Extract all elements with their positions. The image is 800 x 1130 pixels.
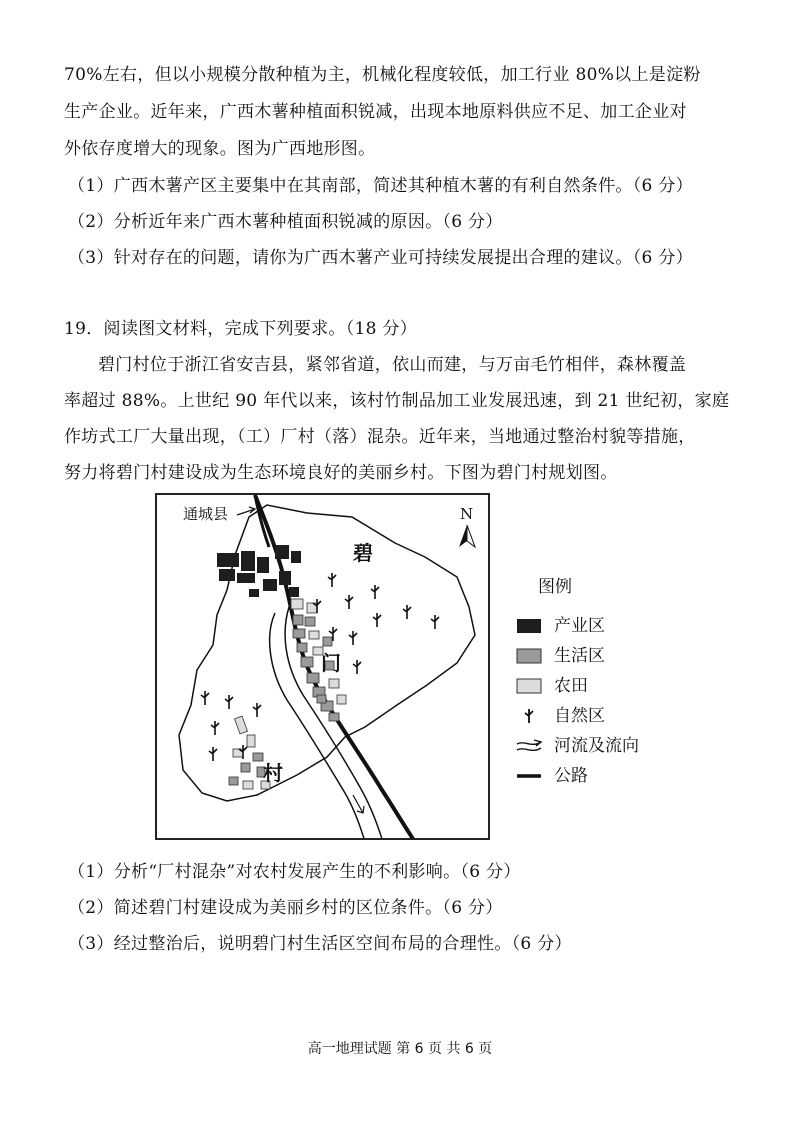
bimen-village-map: [155, 493, 490, 840]
county-label: 通城县: [183, 505, 229, 523]
legend-item-road: [516, 764, 676, 788]
legend-item-industrial: [516, 614, 676, 638]
legend-label-farmland: 农田: [554, 676, 588, 696]
q19-para-line-1: 碧门村位于浙江省安吉县，紧邻省道，依山而建，与万亩毛竹相伴，森林覆盖: [98, 355, 687, 375]
village-char-bi: 碧: [353, 541, 373, 565]
intro-line-3: 外依存度增大的现象。图为广西地形图。: [64, 139, 376, 159]
q18-sub-3: （3）针对存在的问题，请你为广西木薯产业可持续发展提出合理的建议。（6 分）: [68, 248, 693, 268]
q19-sub-1: （1）分析“厂村混杂”对农村发展产生的不利影响。（6 分）: [68, 862, 521, 882]
legend-item-living: [516, 644, 676, 668]
flow-arrow: [353, 795, 364, 813]
road-symbol-icon: [516, 768, 542, 784]
living-swatch-icon: [516, 648, 542, 664]
legend-label-living: 生活区: [554, 646, 605, 666]
q19-para-line-3: 作坊式工厂大量出现，（工）厂村（落）混杂。近年来，当地通过整治村貌等措施，: [64, 427, 696, 447]
legend-title: 图例: [538, 577, 572, 597]
legend-label-river: 河流及流向: [554, 736, 639, 756]
q19-para-line-4: 努力将碧门村建设成为生态环境良好的美丽乡村。下图为碧门村规划图。: [64, 463, 618, 483]
intro-line-1: 70%左右，但以小规模分散种植为主，机械化程度较低，加工行业 80%以上是淀粉: [64, 65, 701, 85]
village-char-men: 门: [321, 651, 341, 675]
county-arrow: [237, 507, 255, 515]
legend-item-natural: [516, 704, 676, 728]
north-arrow-shape: [459, 525, 467, 547]
page-footer: 高一地理试题 第 6 页 共 6 页: [307, 1041, 493, 1057]
q19-para-line-2: 率超过 88%。上世纪 90 年代以来，该村竹制品加工业发展迅速，到 21 世纪初，家庭: [64, 391, 730, 411]
industrial-swatch-icon: [516, 618, 542, 634]
farmland-zone: [233, 599, 346, 789]
q18-sub-1: （1）广西木薯产区主要集中在其南部，简述其种植木薯的有利自然条件。（6 分）: [68, 176, 693, 196]
natural-symbol-icon: [516, 708, 542, 724]
q19-sub-3: （3）经过整治后，说明碧门村生活区空间布局的合理性。（6 分）: [68, 934, 572, 954]
north-label: N: [460, 505, 474, 523]
legend-label-industrial: 产业区: [554, 616, 605, 636]
river-symbol-icon: [516, 738, 542, 754]
legend-label-natural: 自然区: [554, 706, 605, 726]
natural-zone-symbols: [201, 573, 439, 761]
intro-line-2: 生产企业。近年来，广西木薯种植面积锐减，出现本地原料供应不足、加工企业对: [64, 102, 687, 122]
farmland-swatch-icon: [516, 678, 542, 694]
q19-sub-2: （2）简述碧门村建设成为美丽乡村的区位条件。（6 分）: [68, 898, 503, 918]
legend-item-river: [516, 734, 676, 758]
legend-item-farmland: [516, 674, 676, 698]
village-char-cun: 村: [263, 761, 283, 785]
q19-heading: 19．阅读图文材料，完成下列要求。（18 分）: [64, 319, 418, 339]
legend-label-road: 公路: [554, 766, 588, 786]
q18-sub-2: （2）分析近年来广西木薯种植面积锐减的原因。（6 分）: [68, 212, 503, 232]
